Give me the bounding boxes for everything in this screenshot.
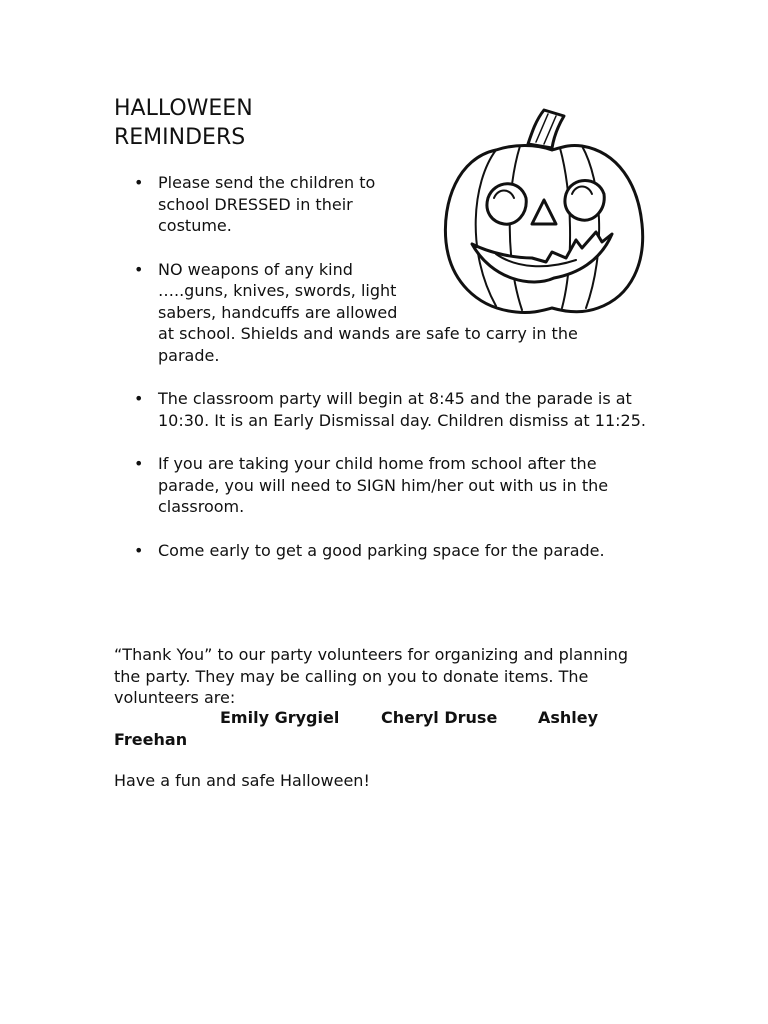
reminder-text: The classroom party will begin at 8:45 and the parade is at 10:30. It is an Early Dismissal day. Children dismiss at 11:25. — [158, 389, 646, 430]
thank-you-paragraph: “Thank You” to our party volunteers for organizing and planning the party. They may be calling on you to donate items. The volunteers are: — [114, 645, 629, 707]
list-item — [0, 453, 768, 518]
bullet-marker: • — [134, 259, 144, 279]
reminder-list — [0, 172, 768, 583]
list-item — [0, 540, 768, 562]
title-line-2: REMINDERS — [114, 125, 246, 150]
reminder-text: Come early to get a good parking space for the parade. — [158, 540, 605, 560]
bullet-marker: • — [134, 454, 144, 473]
bullet-marker: • — [134, 389, 144, 408]
bullet-marker: • — [134, 540, 144, 560]
reminder-text-continued: at school. Shields and wands are safe to carry in the parade. — [158, 324, 578, 365]
title-line-1: HALLOWEEN — [114, 96, 253, 121]
reminder-text: If you are taking your child home from school after the parade, you will need to SIGN him/her out with us in the classroom. — [158, 454, 609, 516]
list-item — [0, 259, 768, 367]
list-item — [0, 388, 768, 431]
volunteer-name: Freehan — [114, 730, 188, 749]
reminder-text: Please send the children to school DRESSED in their costume. — [158, 173, 376, 235]
volunteer-name: Cheryl Druse — [381, 708, 498, 727]
volunteer-name: Ashley — [538, 708, 599, 727]
closing-line: Have a fun and safe Halloween! — [114, 771, 370, 790]
bullet-marker: • — [134, 173, 144, 192]
volunteer-name: Emily Grygiel — [220, 708, 340, 727]
page-title — [114, 94, 374, 152]
list-item — [0, 172, 768, 237]
reminder-text: NO weapons of any kind …..guns, knives, swords, light sabers, handcuffs are allowed — [158, 259, 398, 322]
